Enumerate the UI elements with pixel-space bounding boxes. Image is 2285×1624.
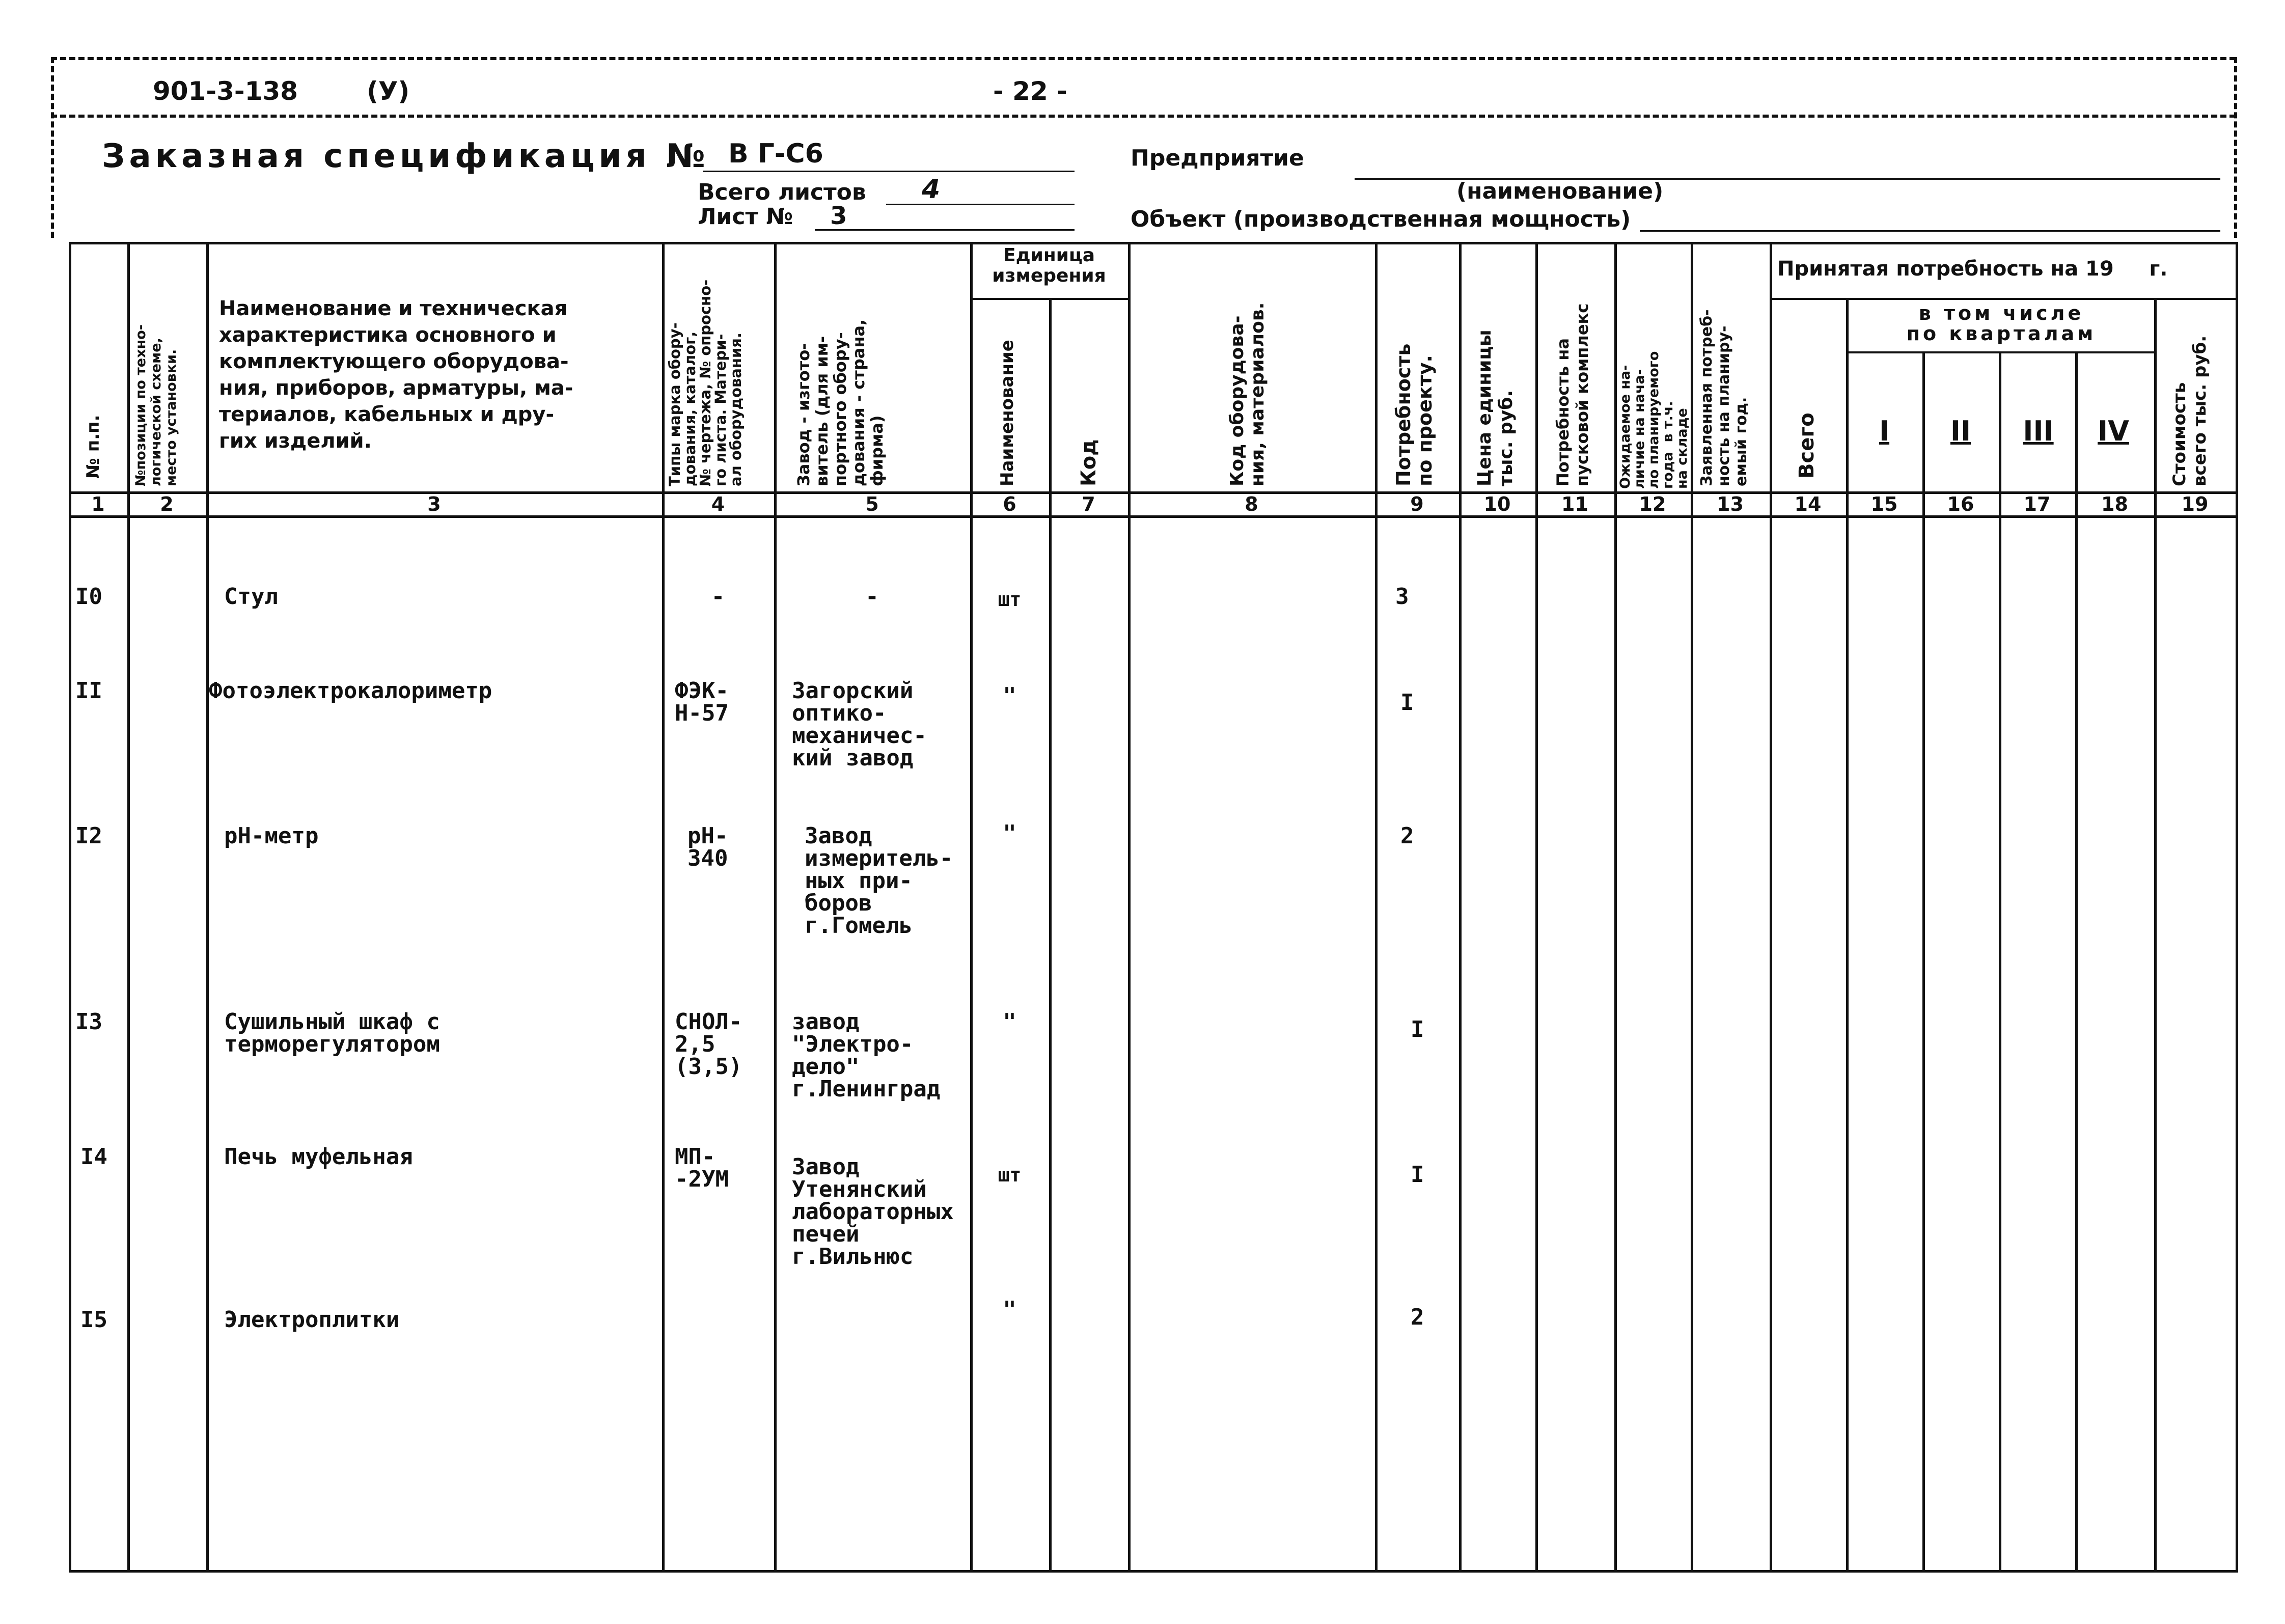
spec-title: Заказная спецификация №: [102, 137, 709, 175]
col-number-3: 3: [427, 493, 441, 515]
col-line-13: [1770, 242, 1772, 1571]
col-number-7: 7: [1082, 493, 1095, 515]
col-number-19: 19: [2181, 493, 2209, 515]
total-sheets-underline: [886, 204, 1075, 205]
row-4-name: Сушильный шкаф с терморегулятором: [224, 1009, 440, 1057]
col-line-4: [774, 242, 777, 1571]
col-line-9: [1459, 242, 1462, 1571]
col-line-18: [2154, 298, 2157, 1571]
header-col-2: №позиции по техно- логической схеме, место установки.: [133, 324, 179, 486]
accepted-sub-line: [1770, 298, 2238, 300]
row-2-maker: Загорский оптико- механичес- кий завод: [792, 678, 927, 771]
object-label: Объект (производственная мощность): [1131, 206, 1631, 232]
col-number-15: 15: [1870, 493, 1898, 515]
row-3-maker: Завод измеритель- ных при- боров г.Гомель: [805, 823, 953, 939]
col-line-14: [1846, 298, 1849, 1571]
col-line-17: [2075, 351, 2078, 1571]
row-6-unit: ": [1003, 1297, 1016, 1323]
header-col-1: № п.п.: [83, 415, 103, 479]
row-5-maker: Завод Утенянский лабораторных печей г.Вильнюс: [792, 1154, 954, 1270]
row-5-model: МП- -2УМ: [675, 1144, 729, 1192]
spec-number: В Г-С6: [728, 139, 823, 169]
col-number-5: 5: [865, 493, 879, 515]
header-col-6: Наименование: [997, 340, 1017, 486]
col-line-11: [1614, 242, 1617, 1571]
header-col-4: Типы марка обору- дования, каталог, № чертежа, № опросно- го листа. Матери- ал оборудования.: [666, 279, 745, 486]
col-line-5: [970, 242, 973, 1571]
row-1-maker: -: [865, 584, 879, 610]
frame-under-code: [51, 115, 2236, 118]
row-2-qty: I: [1400, 690, 1414, 715]
col-number-11: 11: [1561, 493, 1588, 515]
frame-left: [51, 57, 54, 238]
col-line-6: [1049, 298, 1052, 1571]
row-2-model: ФЭК- Н-57: [675, 678, 729, 726]
object-underline: [1640, 230, 2220, 232]
frame-right: [2234, 57, 2237, 238]
page-number: - 22 -: [993, 76, 1067, 106]
enterprise-label: Предприятие: [1131, 145, 1304, 171]
table-top-line: [69, 242, 2238, 244]
sheet-underline: [815, 229, 1075, 231]
col-line-19: [2236, 242, 2238, 1571]
row-3-name: рН-метр: [224, 823, 319, 849]
total-sheets-value: 4: [922, 174, 941, 205]
row-3-unit: ": [1003, 820, 1016, 846]
col-number-9: 9: [1410, 493, 1424, 515]
col-number-4: 4: [711, 493, 725, 515]
col-number-2: 2: [160, 493, 174, 515]
sheet-value: 3: [830, 202, 847, 230]
col-number-10: 10: [1483, 493, 1511, 515]
col-number-17: 17: [2023, 493, 2051, 515]
row-3-model: рН- 340: [687, 823, 728, 871]
col-line-15: [1922, 351, 1925, 1571]
row-4-maker: завод "Электро- дело" г.Ленинград: [792, 1009, 941, 1102]
row-1-number: I0: [75, 584, 102, 610]
header-quarters: в том числе по кварталам: [1906, 302, 2097, 345]
header-col-19: Стоимость всего тыс. руб.: [2169, 335, 2210, 486]
header-col-10: Цена единицы тыс. руб.: [1474, 329, 1517, 486]
row-1-qty: 3: [1395, 584, 1409, 610]
name-caption: (наименование): [1456, 178, 1664, 204]
col-number-14: 14: [1794, 493, 1822, 515]
col-number-16: 16: [1947, 493, 1974, 515]
header-q4: IV: [2098, 415, 2129, 447]
col-number-12: 12: [1639, 493, 1666, 515]
header-col-9: Потребность по проекту.: [1392, 343, 1436, 486]
header-accepted: Принятая потребность на 19 г.: [1777, 257, 2168, 281]
row-1-unit: шт: [998, 588, 1022, 611]
numbers-bottom-line: [69, 515, 2238, 518]
header-col-13: Заявленная потреб- ность на планиру- емый год.: [1698, 309, 1750, 486]
frame-top: [51, 57, 2236, 60]
doc-code-suffix: (У): [367, 76, 410, 106]
col-line-1: [127, 242, 130, 1571]
col-line-3: [662, 242, 665, 1571]
spec-number-underline: [703, 171, 1075, 172]
header-col-8: Код оборудова- ния, материалов.: [1227, 302, 1268, 486]
row-5-name: Печь муфельная: [224, 1144, 413, 1170]
row-2-unit: ": [1003, 683, 1016, 709]
row-5-qty: I: [1411, 1162, 1424, 1188]
row-5-number: I4: [80, 1144, 107, 1170]
col-line-12: [1691, 242, 1693, 1571]
col-number-18: 18: [2101, 493, 2128, 515]
row-6-qty: 2: [1411, 1304, 1424, 1330]
col-line-7: [1128, 242, 1131, 1571]
header-q1: I: [1879, 415, 1890, 447]
header-q3: III: [2023, 415, 2054, 447]
row-5-unit: шт: [998, 1164, 1022, 1186]
header-col-12: Ожидаемое на- личие на нача- ло планируемого года в т.ч. на складе: [1617, 351, 1690, 489]
row-6-name: Электроплитки: [224, 1307, 400, 1333]
row-4-number: I3: [75, 1009, 102, 1035]
row-3-number: I2: [75, 823, 102, 849]
header-col-3: Наименование и техническая характеристика основного и комплектующего оборудова- ния, приборов, арматуры, ма- териалов, кабельных и дру- гих изделий.: [219, 297, 573, 453]
col-line-2: [206, 242, 209, 1571]
row-2-number: II: [75, 678, 102, 704]
col-number-1: 1: [91, 493, 105, 515]
doc-code: 901-3-138: [153, 76, 298, 106]
row-1-name: Стул: [224, 584, 278, 610]
row-3-qty: 2: [1400, 823, 1414, 849]
col-number-6: 6: [1003, 493, 1016, 515]
header-col-14: Всего: [1795, 412, 1819, 479]
col-line-10: [1535, 242, 1538, 1571]
table-bottom-line: [69, 1570, 2238, 1573]
row-6-number: I5: [80, 1307, 107, 1333]
col-line-8: [1375, 242, 1378, 1571]
row-4-qty: I: [1411, 1016, 1424, 1042]
header-q2: II: [1950, 415, 1971, 447]
row-4-model: СНОЛ- 2,5 (3,5): [675, 1009, 742, 1080]
row-1-model: -: [711, 584, 725, 610]
header-col-7: Код: [1077, 439, 1100, 486]
total-sheets-label: Всего листов: [698, 179, 866, 205]
row-4-unit: ": [1003, 1009, 1016, 1035]
header-unit: Единица измерения: [992, 245, 1106, 286]
col-line-0: [69, 242, 71, 1571]
header-col-5: Завод - изгото- витель (для им- портного обору- дования - страна, фирма): [794, 319, 887, 486]
col-number-13: 13: [1717, 493, 1744, 515]
row-2-name: Фотоэлектрокалориметр: [209, 678, 492, 704]
col-number-8: 8: [1245, 493, 1258, 515]
sheet-label: Лист №: [698, 204, 793, 230]
col-line-16: [1999, 351, 2001, 1571]
header-col-11: Потребность на пусковой комплекс: [1553, 303, 1592, 486]
